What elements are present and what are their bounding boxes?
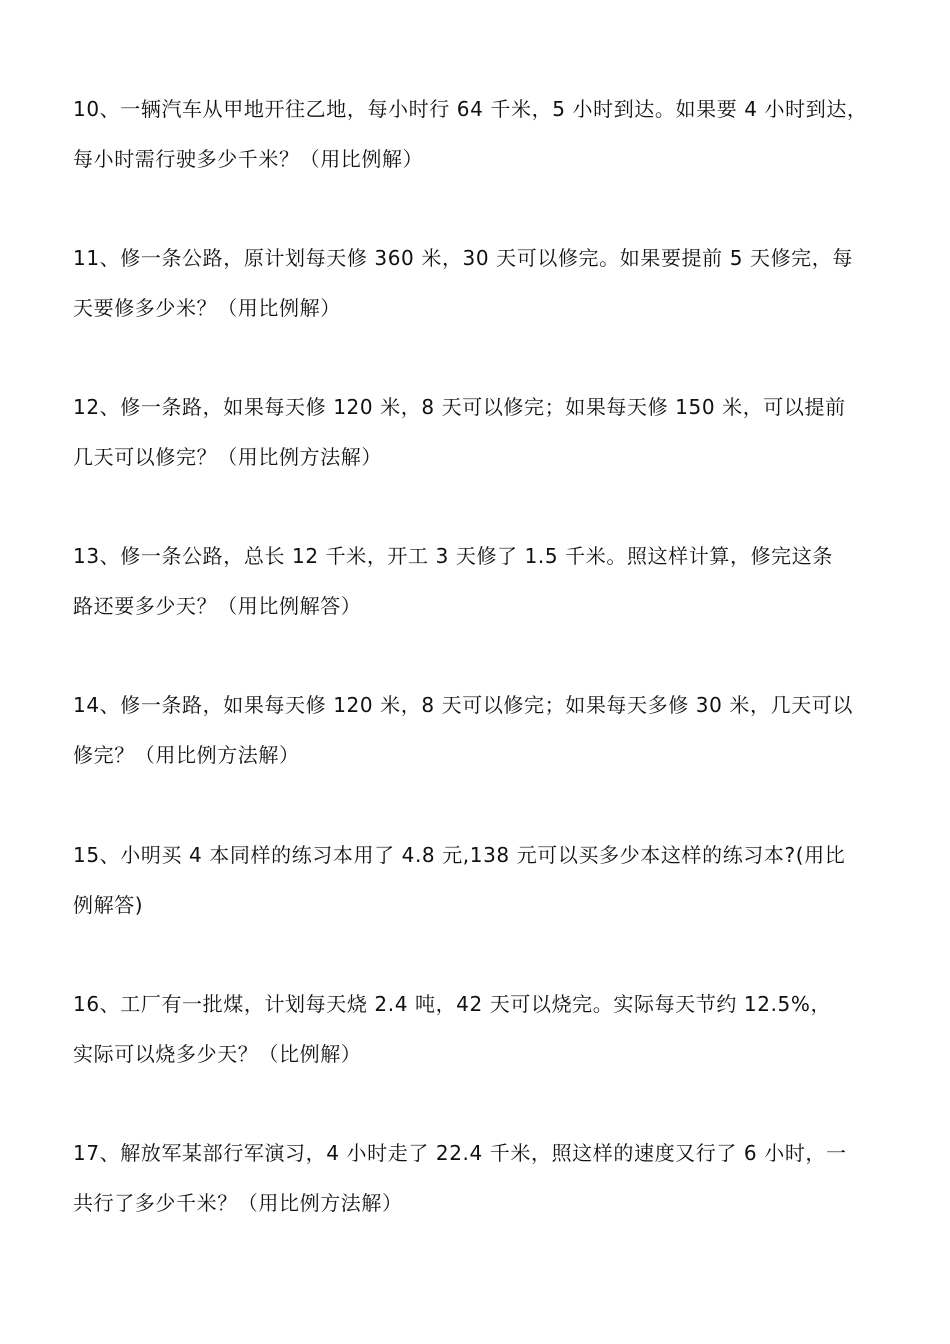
problem-text-line: 天要修多少米？（用比例解） bbox=[73, 296, 341, 320]
problem-text-line: 修完？（用比例方法解） bbox=[73, 743, 300, 767]
problem-text-line: 12、修一条路，如果每天修 120 米，8 天可以修完；如果每天修 150 米，可以提前 bbox=[73, 395, 846, 419]
problem-text-line: 共行了多少千米？（用比例方法解） bbox=[73, 1191, 403, 1215]
problem-10 bbox=[73, 84, 883, 184]
problem-17 bbox=[73, 1128, 883, 1228]
problem-text-line: 几天可以修完？（用比例方法解） bbox=[73, 445, 382, 469]
problem-text-line: 实际可以烧多少天？（比例解） bbox=[73, 1042, 362, 1066]
problem-16 bbox=[73, 979, 883, 1079]
problem-13 bbox=[73, 531, 883, 631]
problem-text-line: 路还要多少天？（用比例解答） bbox=[73, 594, 362, 618]
problem-text-line: 11、修一条公路，原计划每天修 360 米，30 天可以修完。如果要提前 5 天修完，每 bbox=[73, 246, 853, 270]
problem-11 bbox=[73, 233, 883, 333]
problem-12 bbox=[73, 382, 883, 482]
problem-14 bbox=[73, 680, 883, 780]
problem-text-line: 16、工厂有一批煤，计划每天烧 2.4 吨，42 天可以烧完。实际每天节约 12.5%， bbox=[73, 992, 832, 1016]
problem-text-line: 17、解放军某部行军演习，4 小时走了 22.4 千米，照这样的速度又行了 6 小时，一 bbox=[73, 1141, 847, 1165]
problem-text-line: 每小时需行驶多少千米？（用比例解） bbox=[73, 147, 424, 171]
problem-text-line: 13、修一条公路，总长 12 千米，开工 3 天修了 1.5 千米。照这样计算，修完这条 bbox=[73, 544, 833, 568]
problem-text-line: 14、修一条路，如果每天修 120 米，8 天可以修完；如果每天多修 30 米，几天可以 bbox=[73, 693, 853, 717]
problem-text-line: 15、小明买 4 本同样的练习本用了 4.8 元,138 元可以买多少本这样的练习本?(用比 bbox=[73, 843, 846, 867]
problem-text-line: 10、一辆汽车从甲地开往乙地，每小时行 64 千米，5 小时到达。如果要 4 小时到达， bbox=[73, 97, 868, 121]
problem-text-line: 例解答) bbox=[73, 893, 144, 917]
problem-15 bbox=[73, 830, 883, 930]
